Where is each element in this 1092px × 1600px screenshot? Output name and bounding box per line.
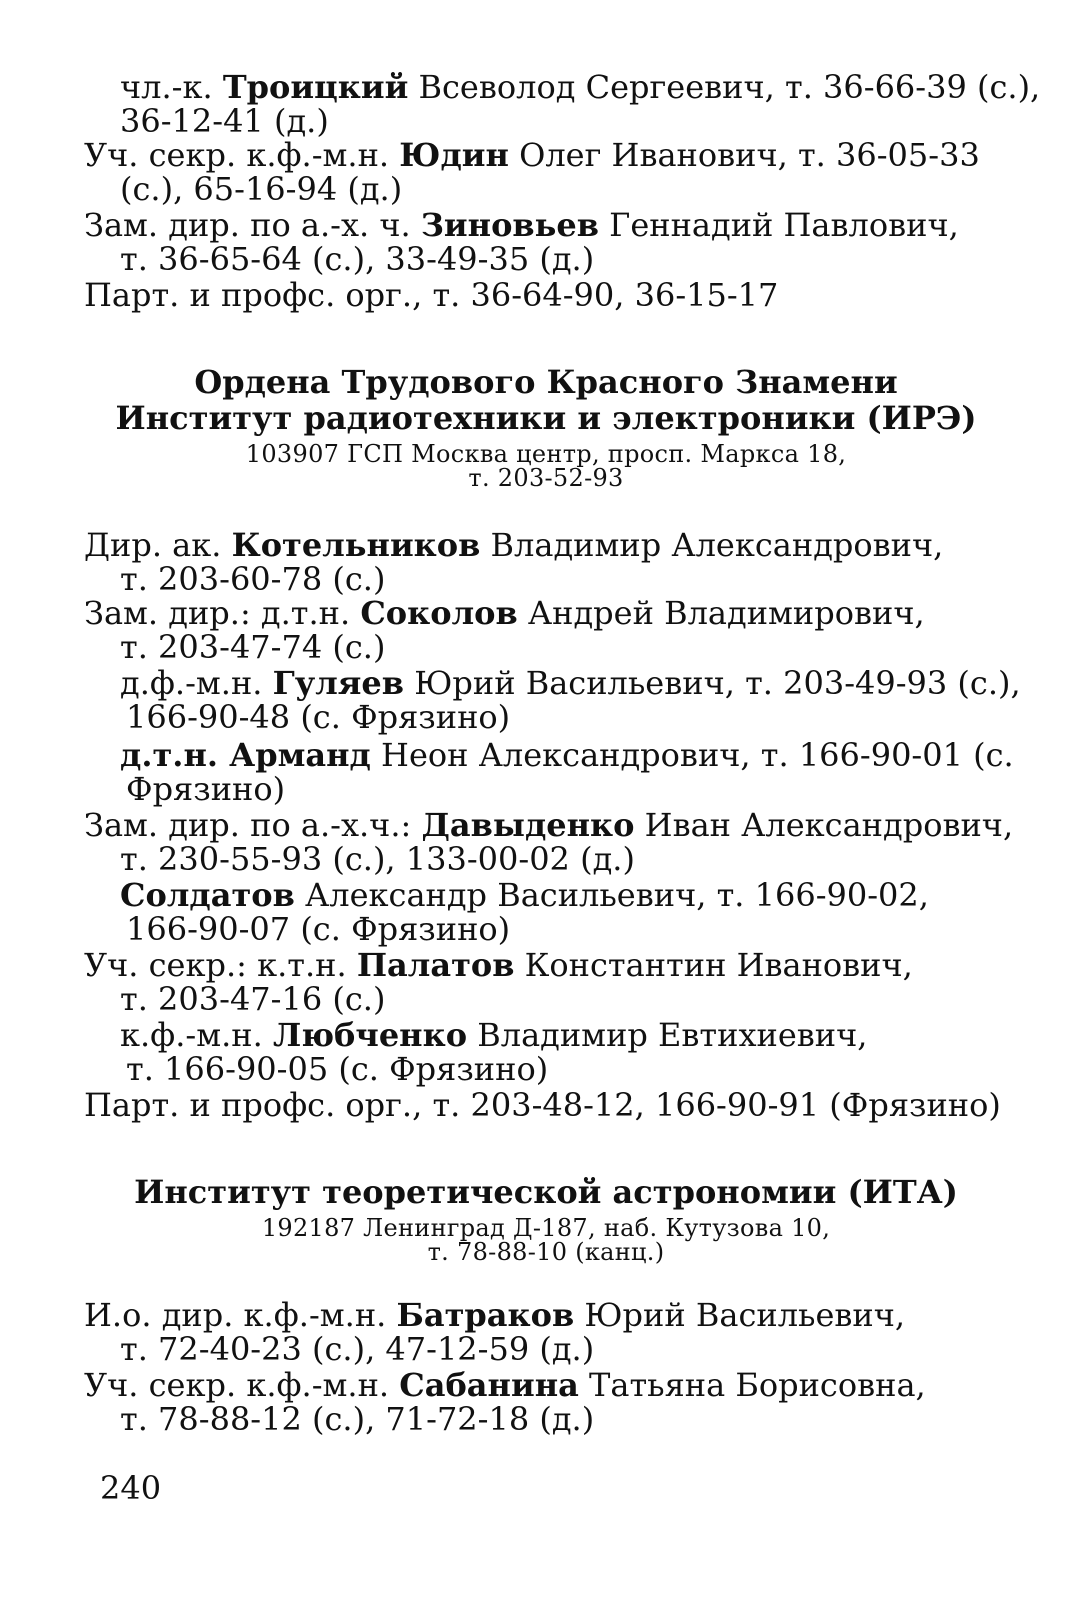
entry-line-2: т. 203-47-16 (с.) — [120, 980, 386, 1018]
entry-soldatov — [120, 878, 1044, 946]
entry-line-1 — [84, 208, 1044, 242]
entry-troitsky — [84, 70, 1044, 138]
entry-line-1 — [84, 70, 1044, 104]
entry-party-org — [84, 278, 1044, 312]
institute-address: 103907 ГСП Москва центр, просп. Маркса 18, — [245, 440, 847, 468]
entry-line-1 — [120, 1018, 1044, 1052]
entry-details: Геннадий Павлович, — [598, 206, 959, 244]
entry-line-2: т. 72-40-23 (с.), 47-12-59 (д.) — [120, 1330, 595, 1368]
person-surname: Любченко — [272, 1016, 468, 1054]
page-number: 240 — [100, 1469, 162, 1507]
entry-line-1 — [84, 1298, 1044, 1332]
institute-title-line-2: Институт радиотехники и электроники (ИРЭ) — [115, 399, 977, 437]
entry-details: Андрей Владимирович, — [517, 594, 925, 632]
entry-line-1 — [84, 808, 1044, 842]
entry-line-1 — [120, 666, 1044, 700]
person-surname: Давыденко — [421, 806, 635, 844]
entry-yudin — [84, 138, 1044, 206]
entry-line-2: 36-12-41 (д.) — [120, 102, 329, 140]
entry-prefix: д.т.н. — [120, 736, 230, 774]
entry-line-2: т. 166-90-05 (с. Фрязино) — [126, 1050, 549, 1088]
person-surname: Солдатов — [120, 876, 295, 914]
entry-prefix: Зам. дир. по а.-х.ч.: — [84, 806, 422, 844]
person-surname: Соколов — [360, 594, 518, 632]
entry-zinoviev — [84, 208, 1044, 276]
entry-prefix: Уч. секр.: к.т.н. — [84, 946, 357, 984]
entry-details: Неон Александрович, т. 166-90-01 (с. — [370, 736, 1014, 774]
entry-details: Иван Александрович, — [634, 806, 1014, 844]
person-surname: Палатов — [356, 946, 515, 984]
person-surname: Гуляев — [272, 664, 405, 702]
entry-details: Юрий Васильевич, т. 203-49-93 (с.), — [404, 664, 1021, 702]
institute-title: Институт теоретической астрономии (ИТА) — [134, 1173, 958, 1211]
entry-line-2: 166-90-07 (с. Фрязино) — [126, 910, 511, 948]
institute-address: 192187 Ленинград Д-187, наб. Кутузова 10, — [261, 1214, 831, 1242]
entry-line-2: Фрязино) — [126, 770, 286, 808]
entry-line-2: т. 203-47-74 (с.) — [120, 628, 386, 666]
institute-title-line-1: Ордена Трудового Красного Знамени — [194, 363, 898, 401]
entry-line-1 — [84, 138, 1044, 172]
entry-details: Александр Васильевич, т. 166-90-02, — [294, 876, 929, 914]
entry-lyubchenko — [120, 1018, 1044, 1086]
entry-line-2: т. 203-60-78 (с.) — [120, 560, 386, 598]
entry-prefix: Зам. дир. по а.-х. ч. — [84, 206, 421, 244]
entry-gulyaev — [120, 666, 1044, 734]
entry-prefix: И.о. дир. к.ф.-м.н. — [84, 1296, 397, 1334]
person-surname: Троицкий — [222, 68, 409, 106]
person-surname: Юдин — [399, 136, 509, 174]
entry-sabanina — [84, 1368, 1044, 1436]
person-surname: Зиновьев — [420, 206, 599, 244]
entry-line-1 — [84, 596, 1044, 630]
person-surname: Батраков — [396, 1296, 575, 1334]
entry-armand — [120, 738, 1044, 806]
entry-line-1 — [120, 878, 1044, 912]
entry-davydenko — [84, 808, 1044, 876]
entry-line-2: 166-90-48 (с. Фрязино) — [126, 698, 511, 736]
entry-line-1 — [120, 738, 1044, 772]
entry-line-1 — [84, 1368, 1044, 1402]
entry-line-1 — [84, 948, 1044, 982]
institute-heading-ita — [0, 1174, 1092, 1264]
entry-line-2: т. 78-88-12 (с.), 71-72-18 (д.) — [120, 1400, 595, 1438]
entry-line-2: т. 230-55-93 (с.), 133-00-02 (д.) — [120, 840, 635, 878]
entry-line-1: Парт. и профс. орг., т. 203-48-12, 166-90-91 (Фрязино) — [84, 1086, 1001, 1124]
entry-prefix: к.ф.-м.н. — [120, 1016, 273, 1054]
entry-details: Олег Иванович, т. 36-05-33 — [508, 136, 980, 174]
entry-prefix: д.ф.-м.н. — [120, 664, 273, 702]
person-surname: Сабанина — [399, 1366, 579, 1404]
entry-prefix: Дир. ак. — [84, 526, 232, 564]
entry-line-1: Парт. и профс. орг., т. 36-64-90, 36-15-17 — [84, 276, 779, 314]
entry-line-2: т. 36-65-64 (с.), 33-49-35 (д.) — [120, 240, 595, 278]
entry-details: Юрий Васильевич, — [574, 1296, 906, 1334]
institute-phone: т. 203-52-93 — [468, 464, 624, 492]
entry-prefix: Уч. секр. к.ф.-м.н. — [84, 136, 400, 174]
entry-details: Владимир Евтихиевич, — [467, 1016, 868, 1054]
entry-details: Всеволод Сергеевич, т. 36-66-39 (с.), — [408, 68, 1041, 106]
entry-batrakov — [84, 1298, 1044, 1366]
entry-line-2: (с.), 65-16-94 (д.) — [120, 170, 403, 208]
entry-party-org-ire — [84, 1088, 1044, 1122]
institute-phone: т. 78-88-10 (канц.) — [427, 1238, 665, 1266]
entry-palatov — [84, 948, 1044, 1016]
entry-kotelnikov — [84, 528, 1044, 596]
entry-sokolov — [84, 596, 1044, 664]
entry-line-1 — [84, 528, 1044, 562]
person-surname: Котельников — [231, 526, 481, 564]
entry-details: Татьяна Борисовна, — [578, 1366, 926, 1404]
entry-details: Владимир Александрович, — [480, 526, 944, 564]
institute-heading-ire — [0, 364, 1092, 490]
person-surname: Арманд — [229, 736, 371, 774]
entry-prefix: Уч. секр. к.ф.-м.н. — [84, 1366, 400, 1404]
entry-details: Константин Иванович, — [514, 946, 913, 984]
entry-prefix: чл.-к. — [120, 68, 223, 106]
entry-prefix: Зам. дир.: д.т.н. — [84, 594, 361, 632]
